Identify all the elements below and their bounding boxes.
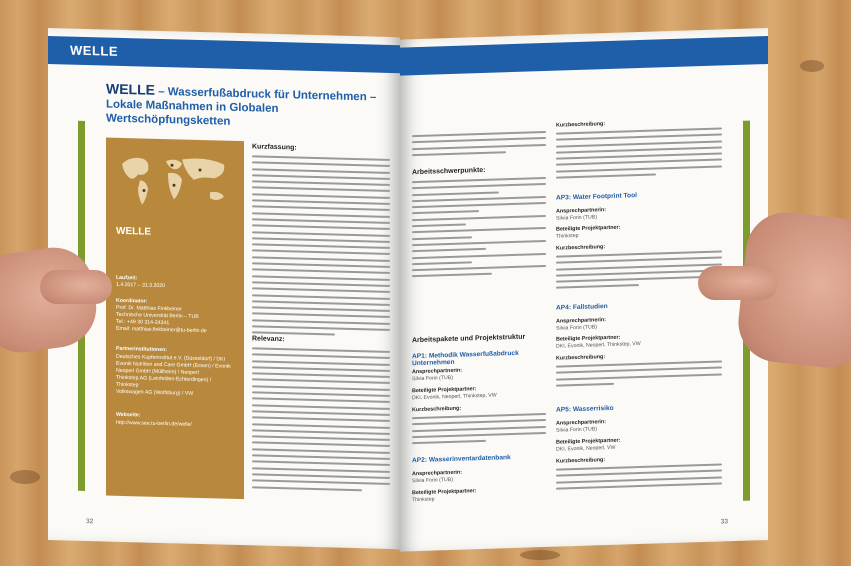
world-map-icon: [116, 150, 234, 211]
kurz-label-top: Kurzbeschreibung:: [556, 121, 606, 129]
relevanz-text: [252, 347, 390, 495]
laufzeit-value: 1.4.2017 – 31.3.2020: [116, 281, 166, 290]
intro-text: [412, 131, 546, 160]
koordinator-line: Email: matthias.finkbeiner@tu-berlin.de: [116, 325, 207, 335]
website-label: Webseite:: [116, 411, 141, 419]
koordinator-line: Prof. Dr. Matthias Finkbeiner: [116, 304, 182, 313]
ap2-kurz-text: [556, 127, 722, 183]
ap5-ansprech-label: Ansprechpartnerin:: [556, 419, 607, 427]
koordinator-line: Tel.: +49 30 314-24341: [116, 318, 170, 327]
ap5-kurz-label: Kurzbeschreibung:: [556, 457, 606, 465]
ap4-kurz-label: Kurzbeschreibung:: [556, 354, 606, 362]
koordinator-label: Koordinator:: [116, 297, 148, 305]
headline-prefix: WELLE: [106, 80, 155, 98]
koordinator-line: Technische Universität Berlin – TUB: [116, 311, 199, 320]
band-title: WELLE: [70, 42, 118, 59]
partner-label: Partnerinstitutionen:: [116, 345, 168, 354]
ap5-ansprech-value: Silvia Forin (TUB): [556, 426, 597, 434]
website-value: http://www.see.tu-berlin.de/welle/: [116, 419, 192, 428]
ap1-kurz-label: Kurzbeschreibung:: [412, 405, 462, 414]
ap5-kurz-text: [556, 463, 722, 493]
ap1-beteiligt-label: Beteiligte Projektpartner:: [412, 386, 477, 395]
left-thumb: [40, 270, 112, 304]
partner-line: Thinkstep AG (Leinfelden-Echterdingen) /: [116, 374, 212, 384]
kurzfassung-text: [252, 155, 390, 344]
partner-line: Thinkstep: [116, 381, 139, 389]
ap1-heading: AP1: Methodik Wasserfußabdruck Unternehmen: [412, 349, 519, 368]
ap3-kurz-text: [556, 250, 722, 293]
wood-knot: [520, 550, 560, 560]
ap3-kurz-label: Kurzbeschreibung:: [556, 244, 606, 252]
page-number-right: 33: [720, 518, 728, 526]
laufzeit-label: Laufzeit:: [116, 274, 138, 282]
headline-text: – Wasserfußabdruck für Unternehmen – Lokale Maßnahmen in Globalen Wertschöpfungsketten: [106, 85, 377, 128]
ap1-beteiligt-value: DKI, Evonik, Neoperl, Thinkstep, VW: [412, 392, 497, 402]
ap5-beteiligt-label: Beteiligte Projektpartner:: [556, 437, 621, 446]
wood-knot: [10, 470, 40, 484]
ap2-ansprech-label: Ansprechpartnerin:: [412, 469, 463, 478]
ap2-beteiligt-label: Beteiligte Projektpartner:: [412, 488, 477, 497]
partner-line: Neoperl GmbH (Müllheim) / Neoperl: [116, 367, 199, 376]
open-brochure: [48, 28, 768, 540]
ap4-kurz-text: [556, 360, 722, 390]
partner-line: Deutsches Kupferinstitut e.V. (Düsseldorf) / DKI: [116, 353, 226, 363]
ap1-kurz-text: [412, 413, 546, 449]
wood-knot: [800, 60, 824, 72]
partner-line: Evonik Nutrition and Care GmbH (Essen) / Evonik: [116, 360, 231, 370]
arbeitspakete-heading: Arbeitspakete und Projektstruktur: [412, 333, 526, 345]
header-band: [400, 36, 768, 76]
ap3-beteiligt-label: Beteiligte Projektpartner:: [556, 224, 621, 233]
infobox-title: WELLE: [116, 225, 151, 238]
relevanz-heading: Relevanz:: [252, 335, 285, 344]
ap3-ansprech-value: Silvia Forin (TUB): [556, 214, 597, 222]
ap2-heading: AP2: Wasserinventardatenbank: [412, 454, 511, 465]
ap4-ansprech-label: Ansprechpartnerin:: [556, 317, 607, 325]
ap3-ansprech-label: Ansprechpartnerin:: [556, 207, 607, 215]
ap1-ansprech-value: Silvia Forin (TUB): [412, 374, 453, 383]
partner-line: Volkswagen AG (Wolfsburg) / VW: [116, 388, 194, 397]
ap1-ansprech-label: Ansprechpartnerin:: [412, 367, 463, 376]
arbeitsschwerpunkte-list: [412, 177, 546, 282]
project-infobox: [106, 138, 244, 500]
ap4-beteiligt-label: Beteiligte Projektpartner:: [556, 334, 621, 343]
ap4-heading: AP4: Fallstudien: [556, 303, 608, 312]
page-headline: [106, 82, 388, 133]
page-number-left: 32: [86, 517, 94, 526]
ap3-beteiligt-value: Thinkstep: [556, 232, 579, 240]
ap2-ansprech-value: Silvia Forin (TUB): [412, 476, 453, 485]
ap4-beteiligt-value: DKI, Evonik, Neoperl, Thinkstep, VW: [556, 341, 641, 350]
ap4-ansprech-value: Silvia Forin (TUB): [556, 324, 597, 332]
ap5-heading: AP5: Wasserrisiko: [556, 404, 614, 414]
arbeitsschwerpunkte-heading: Arbeitsschwerpunkte:: [412, 166, 486, 177]
kurzfassung-heading: Kurzfassung:: [252, 143, 297, 152]
right-thumb: [698, 266, 778, 300]
ap3-heading: AP3: Water Footprint Tool: [556, 192, 637, 202]
ap5-beteiligt-value: DKI, Evonik, Neoperl, VW: [556, 444, 616, 453]
ap2-beteiligt-value: Thinkstep: [412, 496, 435, 504]
